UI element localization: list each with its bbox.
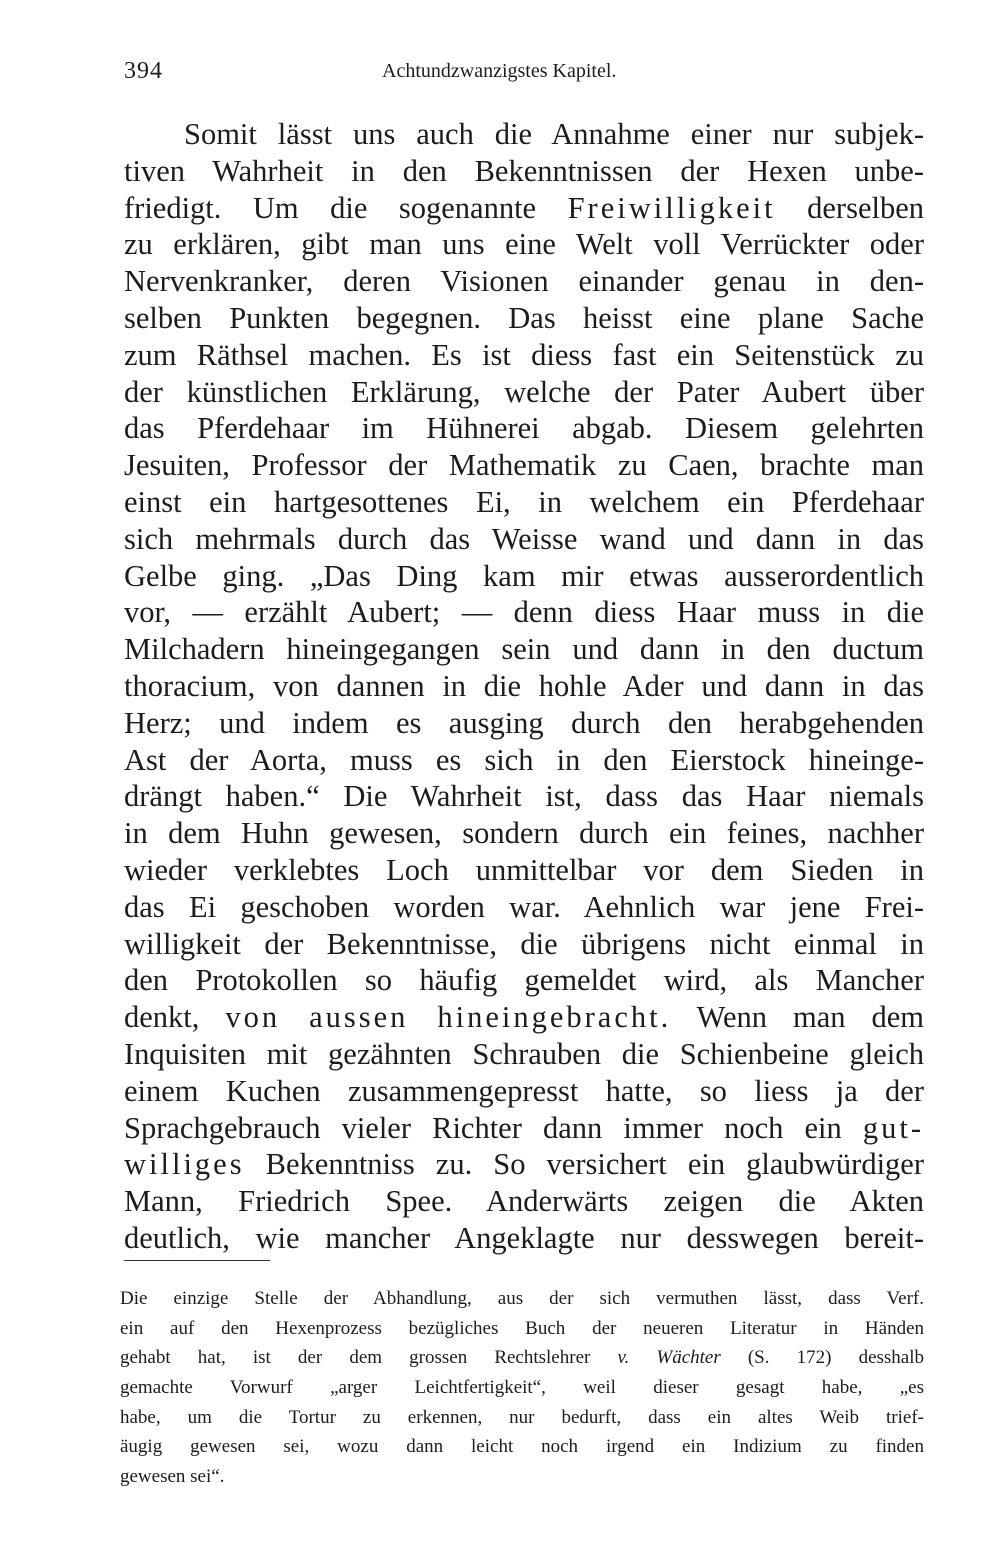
text-segment: (S. 172) desshalb <box>747 1347 924 1369</box>
text-line: deutlich, wie mancher Angeklagte nur desswegen bereit- <box>124 1220 924 1255</box>
text-segment: gehabt hat, ist der dem grossen Rechtslehrer <box>120 1347 591 1369</box>
text-line: sich mehrmals durch das Weisse wand und dann in das <box>124 521 924 556</box>
text-segment: derselben <box>807 190 924 225</box>
author-citation: v. Wächter <box>617 1347 721 1369</box>
text-segment: Wenn man dem <box>696 1000 924 1035</box>
footnote-divider <box>124 1260 270 1261</box>
footnote-line: habe, um die Tortur zu erkennen, nur bedurft, dass ein altes Weib trief- <box>120 1406 924 1428</box>
text-line: Inquisiten mit gezähnten Schrauben die Schienbeine gleich <box>124 1036 924 1071</box>
running-head: Achtundzwanzigstes Kapitel. <box>382 60 617 82</box>
emphasis-spaced: von aussen hineingebracht. <box>225 1000 672 1035</box>
text-line: thoracium, von dannen in die hohle Ader und dann in das <box>124 668 924 703</box>
text-line: wieder verklebtes Loch unmittelbar vor dem Sieden in <box>124 852 924 887</box>
text-line: vor, — erzählt Aubert; — denn diess Haar muss in die <box>124 595 924 630</box>
text-line: willigkeit der Bekenntnisse, die übrigens nicht einmal in <box>124 926 924 961</box>
text-line: zu erklären, gibt man uns eine Welt voll Verrückter oder <box>124 227 924 262</box>
footnote-line: ein auf den Hexenprozess bezügliches Buch der neueren Literatur in Händen <box>120 1317 924 1339</box>
text-line: Somit lässt uns auch die Annahme einer nur subjek- <box>184 117 924 151</box>
footnote-line <box>120 1343 924 1373</box>
text-line: Ast der Aorta, muss es sich in den Eierstock hineinge- <box>124 742 924 777</box>
emphasis-spaced: Freiwilligkeit <box>567 190 776 225</box>
footnote-line: gewesen sei“. <box>120 1466 225 1488</box>
text-segment: Bekenntniss zu. So versichert ein glaubwürdiger <box>265 1147 924 1182</box>
text-line: in dem Huhn gewesen, sondern durch ein feines, nachher <box>124 816 924 851</box>
text-line: einst ein hartgesottenes Ei, in welchem ein Pferdehaar <box>124 484 924 519</box>
text-line: den Protokollen so häufig gemeldet wird, als Mancher <box>124 963 924 998</box>
text-line: tiven Wahrheit in den Bekenntnissen der Hexen unbe- <box>124 153 924 188</box>
text-line: drängt haben.“ Die Wahrheit ist, dass das Haar niemals <box>124 779 924 814</box>
text-segment: friedigt. Um die sogenannte <box>124 190 537 225</box>
text-line <box>124 999 924 1036</box>
emphasis-spaced: gut- <box>862 1110 924 1145</box>
text-line <box>124 1110 924 1147</box>
text-line: zum Räthsel machen. Es ist diess fast ein Seitenstück zu <box>124 337 924 372</box>
text-line: Jesuiten, Professor der Mathematik zu Caen, brachte man <box>124 448 924 483</box>
text-line <box>124 1146 924 1183</box>
text-line <box>124 190 924 227</box>
text-line: Gelbe ging. „Das Ding kam mir etwas ausserordentlich <box>124 558 924 593</box>
text-line: einem Kuchen zusammengepresst hatte, so liess ja der <box>124 1073 924 1108</box>
text-line: Milchadern hineingegangen sein und dann in den ductum <box>124 632 924 667</box>
main-text <box>124 116 924 1257</box>
footnote-line: Die einzige Stelle der Abhandlung, aus der sich vermuthen lässt, dass Verf. <box>120 1288 924 1309</box>
text-segment: denkt, <box>124 1000 200 1035</box>
text-line: Mann, Friedrich Spee. Anderwärts zeigen die Akten <box>124 1184 924 1219</box>
text-line: Nervenkranker, deren Visionen einander genau in den- <box>124 264 924 299</box>
text-line: selben Punkten begegnen. Das heisst eine plane Sache <box>124 300 924 335</box>
text-line: das Pferdehaar im Hühnerei abgab. Diesem gelehrten <box>124 411 924 446</box>
text-line: der künstlichen Erklärung, welche der Pater Aubert über <box>124 374 924 409</box>
text-segment: Sprachgebrauch vieler Richter dann immer noch ein <box>124 1110 842 1145</box>
footnote <box>120 1284 924 1492</box>
text-line: Herz; und indem es ausging durch den herabgehenden <box>124 705 924 740</box>
footnote-line: gemachte Vorwurf „arger Leichtfertigkeit“, weil dieser gesagt habe, „es <box>120 1377 924 1399</box>
emphasis-spaced: williges <box>124 1147 245 1182</box>
page-number: 394 <box>124 58 163 84</box>
footnote-line: äugig gewesen sei, wozu dann leicht noch irgend ein Indizium zu finden <box>120 1436 924 1458</box>
page-header <box>124 58 924 92</box>
text-line: das Ei geschoben worden war. Aehnlich war jene Frei- <box>124 889 924 924</box>
